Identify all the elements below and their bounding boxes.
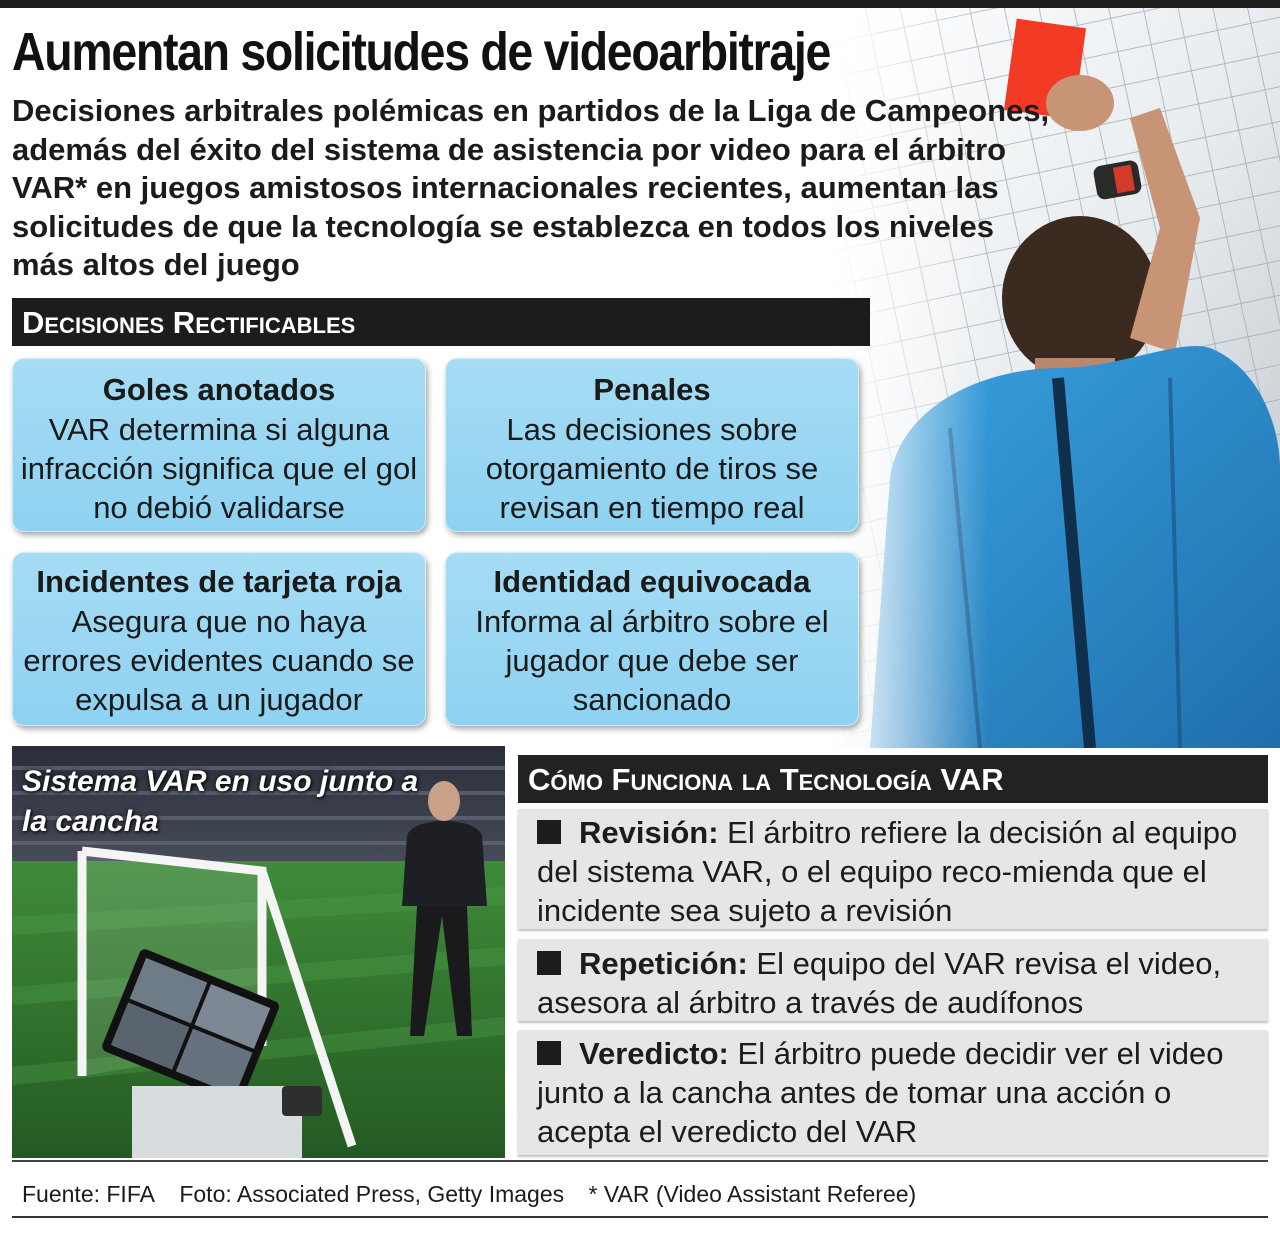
step-review bbox=[518, 809, 1268, 929]
decision-card-penalties bbox=[445, 358, 859, 532]
intro-paragraph: Decisiones arbitrales polémicas en partidos de la Liga de Campeones, además del éxito del sistema de asistencia por video para el árbitro VAR* en juegos amistosos internacionales recientes, aumentan las solicitudes de que la tecnología se establezca en todos los niveles más altos del juego bbox=[12, 93, 1050, 282]
card-title: Incidentes de tarjeta roja bbox=[36, 564, 402, 599]
decisions-header-label: Decisiones Rectificables bbox=[22, 305, 356, 340]
footer-credits bbox=[22, 1178, 934, 1210]
step-verdict bbox=[518, 1030, 1268, 1155]
bottom-divider bbox=[12, 1160, 1268, 1162]
card-body: Las decisiones sobre otorgamiento de tiros se revisan en tiempo real bbox=[485, 412, 819, 525]
card-body: Informa al árbitro sobre el jugador que debe ser sancionado bbox=[475, 604, 829, 717]
top-rule bbox=[0, 0, 1280, 8]
square-bullet-icon bbox=[537, 1041, 561, 1065]
step-text: El árbitro puede decidir ver el video junto a la cancha antes de tomar una acción o acepta el veredicto del VAR bbox=[537, 1036, 1224, 1149]
step-text: El equipo del VAR revisa el video, asesora al árbitro a través de audífonos bbox=[537, 946, 1222, 1020]
square-bullet-icon bbox=[537, 820, 561, 844]
card-title: Penales bbox=[593, 372, 711, 407]
infographic-title: Aumentan solicitudes de videoarbitraje bbox=[12, 22, 831, 82]
step-term: Revisión: bbox=[579, 815, 719, 850]
footer-divider bbox=[12, 1216, 1268, 1218]
step-term: Repetición: bbox=[579, 946, 748, 981]
how-it-works-header-label: Cómo Funciona la Tecnología VAR bbox=[528, 762, 1004, 797]
card-body: VAR determina si alguna infracción significa que el gol no debió validarse bbox=[20, 412, 418, 525]
card-body: Asegura que no haya errores evidentes cuando se expulsa a un jugador bbox=[23, 604, 415, 717]
decision-card-red-cards bbox=[12, 552, 426, 726]
footer-note: * VAR (Video Assistant Referee) bbox=[588, 1181, 917, 1207]
step-text: El árbitro refiere la decisión al equipo del sistema VAR, o el equipo reco-mienda que el incidente sea sujeto a revisión bbox=[537, 815, 1238, 928]
step-replay bbox=[518, 939, 1268, 1021]
footer-source: Fuente: FIFA bbox=[22, 1181, 155, 1207]
decision-card-mistaken-identity bbox=[445, 552, 859, 726]
footer-photo-credit: Foto: Associated Press, Getty Images bbox=[179, 1181, 565, 1207]
card-title: Goles anotados bbox=[102, 372, 336, 407]
var-photo-caption: Sistema VAR en uso junto a la cancha bbox=[22, 765, 419, 838]
card-title: Identidad equivocada bbox=[493, 564, 811, 599]
decisions-section-header bbox=[12, 298, 870, 346]
how-it-works-header bbox=[518, 755, 1268, 803]
square-bullet-icon bbox=[537, 951, 561, 975]
step-term: Veredicto: bbox=[579, 1036, 729, 1071]
decision-card-goals bbox=[12, 358, 426, 532]
